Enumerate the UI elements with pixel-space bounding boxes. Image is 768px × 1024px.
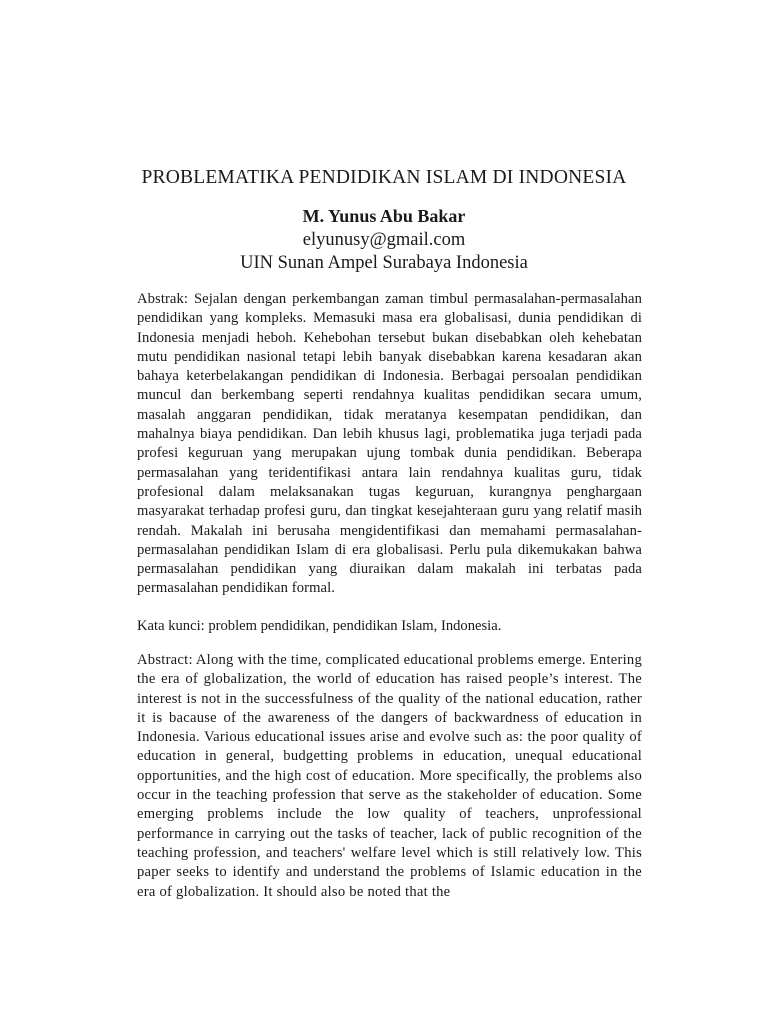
author-affiliation: UIN Sunan Ampel Surabaya Indonesia — [240, 253, 528, 273]
abstract-indonesian: Abstrak: Sejalan dengan perkembangan zaman timbul permasalahan-permasalahan pendidikan yang kompleks. Memasuki masa era globalisasi, dunia pendidikan di Indonesia menjadi heboh. Kehebohan tersebut bukan disebabkan oleh kehebatan mutu pendidikan nasional tetapi lebih banyak disebabkan karena kesadaran akan bahaya keterbelakangan pendidikan di Indonesia. Berbagai persoalan pendidikan muncul dan berkembang seperti rendahnya kualitas pendidikan secara umum, masalah anggaran pendidikan, tidak meratanya kesempatan pendidikan, dan mahalnya biaya pendidikan. Dan lebih khusus lagi, problematika juga terjadi pada profesi keguruan yang merupakan ujung tombak dunia pendidikan. Beberapa permasalahan yang teridentifikasi antara lain rendahnya kualitas guru, tidak profesional dalam melaksanakan tugas keguruan, kurangnya penghargaan masyarakat terhadap profesi guru, dan tingkat kesejahteraan guru yang relatif masih rendah. Makalah ini berusaha mengidentifikasi dan memahami permasalahan-permasalahan pendidikan Islam di era globalisasi. Perlu pula dikemukakan bahwa permasalahan pendidikan yang diuraikan dalam makalah ini terbatas pada permasalahan pendidikan formal. — [137, 291, 642, 597]
abstract-english: Abstract: Along with the time, complicated educational problems emerge. Entering the era of globalization, the world of education has raised people’s interest. The interest is not in the successfulness of the quality of the national education, rather it is bacause of the awareness of the dangers of backwardness of education in Indonesia. Various educational issues arise and evolve such as: the poor quality of education in general, budgetting problems in education, unequal educational opportunities, and the high cost of education. More specifically, the problems also occur in the teaching profession that serve as the stakeholder of education. Some emerging problems include the low quality of teachers, unprofessional performance in carrying out the tasks of teacher, lack of public recognition of the teaching profession, and teachers' welfare level which is still relatively low. This paper seeks to identify and understand the problems of Islamic education in the era of globalization. It should also be noted that the — [137, 652, 642, 900]
author-name: M. Yunus Abu Bakar — [302, 206, 466, 226]
page-title: PROBLEMATIKA PENDIDIKAN ISLAM DI INDONESIA — [141, 167, 627, 188]
author-email: elyunusy@gmail.com — [302, 230, 466, 250]
keywords: Kata kunci: problem pendidikan, pendidikan Islam, Indonesia. — [137, 618, 502, 634]
